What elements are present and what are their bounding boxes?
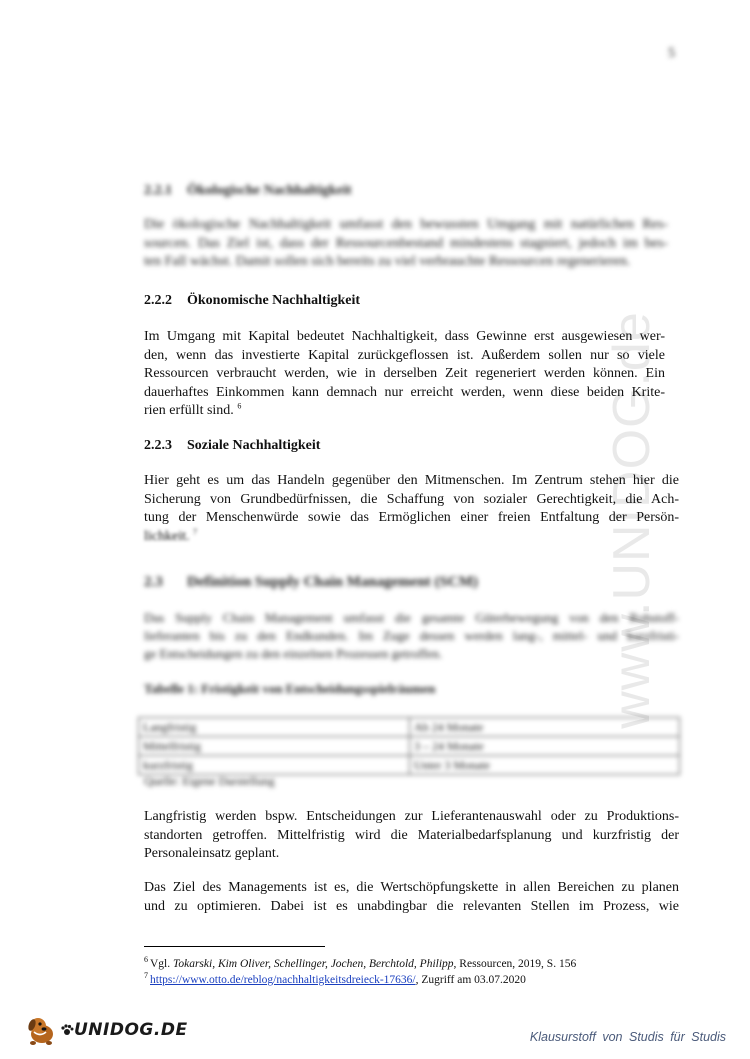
text-line: lieferanten bis zu den Endkunden. Im Zuge dessen werden lang-, mittel- und kurzfristi- [144,628,679,643]
paragraph-2-2-1 [144,216,668,272]
text-line: Sicherung von Grundbedürfnissen, die Schaffung von sozialer Gerechtigkeit, die Ach- [144,491,679,507]
section-title: Ökologische Nachhaltigkeit [187,183,352,198]
section-heading-2-2-2 [144,293,360,309]
footnote-prefix: Vgl. [150,958,173,970]
text-line: dauerhaftes Einkommen kann demnach nur erreicht werden, wenn diese beiden Krite- [144,384,665,400]
text-line: sourcen. Das Ziel ist, dass der Ressourcenbestand mindestens stagniert, jedoch im bes- [144,235,668,251]
text-line: lichkeit. $^7$ [144,527,197,540]
footnote-mark: 6 [144,955,148,965]
logo-wordmark: UNIDOG.DE [74,1020,188,1040]
section-title: Ökonomische Nachhaltigkeit [187,293,361,308]
text-line: Personaleinsatz geplant. [144,846,280,862]
paragraph-2-2-2 [144,328,665,421]
footnote-separator [144,946,325,947]
section-number: 2.3 [144,574,163,590]
footnote-ref: 7 [193,527,197,537]
table-cell: Unter 3 Monate [410,756,680,775]
table-cell: Ab 24 Monate [410,718,680,737]
text-line: tung der Menschenwürde sowie das Ermöglichen einer freien Entfaltung der Persön- [144,510,679,526]
table-cell: Langfristig [139,718,410,737]
text-line: und zu optimieren. Dabei ist es unabdingbar die relevanten Stellen im Prozess, wie [144,898,679,914]
text-line: Ressourcen verbraucht werden, wie in derselben Zeit regeneriert werden können. Ein [144,366,665,382]
table-cell: 3 – 24 Monate [410,737,680,756]
table-cell: Mittelfristig [139,737,410,756]
text-line: Die ökologische Nachhaltigkeit umfasst den bewussten Umgang mit natürlichen Res- [144,217,668,232]
section-heading-2-2-1 [144,183,352,199]
text-line: Hier geht es um das Handeln gegenüber den Mitmenschen. Im Zentrum stehen hier die [144,473,679,488]
section-number: 2.2.1 [144,183,172,198]
table-row [139,718,680,737]
watermark-text: www.UNIDOG.de [603,311,661,729]
data-table [138,717,680,775]
table-row [139,756,680,775]
text-line: Das Ziel des Managements ist es, die Wertschöpfungskette in allen Bereichen zu planen [144,880,679,895]
section-heading-2-2-3 [144,438,320,454]
text-line: ge Entscheidungen zu den einzelnen Prozessen getroffen. [144,646,443,661]
paragraph-2-3 [144,609,679,663]
dog-mascot-icon [24,1012,60,1048]
table-caption: Tabelle 1: Fristigkeit von Entscheidungsspielräumen [144,681,436,696]
section-number: 2.2.2 [144,293,172,308]
text-line: rien erfüllt sind. $^6$ [144,401,242,419]
section-number: 2.2.3 [144,438,172,453]
footnote-rest: , Zugriff am 03.07.2020 [415,974,526,986]
unidog-logo[interactable] [24,1012,188,1048]
page-number: 5 [668,46,675,61]
table-row [139,737,680,756]
paw-icon [60,1023,74,1037]
footer-tagline: Klausurstoff von Studis für Studis [529,1030,726,1044]
section-title: Soziale Nachhaltigkeit [187,438,321,453]
paragraph-ziel [144,879,679,916]
footnote-ref: 6 [237,401,242,411]
footnote-authors: Tokarski, Kim Oliver, Schellinger, Jochen, Berchtold, Philipp [173,958,454,970]
text-line: den, wenn das investierte Kapital zurückgeflossen ist. Außerdem sollen nur so viele [144,347,665,363]
text-line: standorten getroffen. Mittelfristig wird die Materialbedarfsplanung und kurzfristig der [144,827,679,843]
text-line: ten Fall wächst. Damit sollen sich bereits zu viel verbrauchte Ressourcen regenerieren. [144,254,631,270]
footnote-7 [144,971,526,986]
table-cell: kurzfristig [139,756,410,775]
section-title: Definition Supply Chain Management (SCM) [187,574,478,590]
text-line: Das Supply Chain Management umfasst die gesamte Güterbewegung von den Rohstoff- [144,610,679,625]
footnote-mark: 7 [144,971,148,981]
footnote-rest: , Ressourcen, 2019, S. 156 [453,958,577,970]
footnote-link[interactable]: https://www.otto.de/reblog/nachhaltigkeitsdreieck-17636/ [150,974,416,986]
paragraph-2-2-3 [144,472,679,540]
section-heading-2-3 [144,574,478,591]
footnote-6 [144,955,577,970]
table-source: Quelle: Eigene Darstellung [144,774,275,788]
text-line: Langfristig werden bspw. Entscheidungen zur Lieferantenauswahl oder zu Produktions- [144,809,679,824]
text-line: Im Umgang mit Kapital bedeutet Nachhaltigkeit, dass Gewinne erst ausgewiesen wer- [144,329,665,344]
paragraph-fristigkeit [144,808,679,864]
